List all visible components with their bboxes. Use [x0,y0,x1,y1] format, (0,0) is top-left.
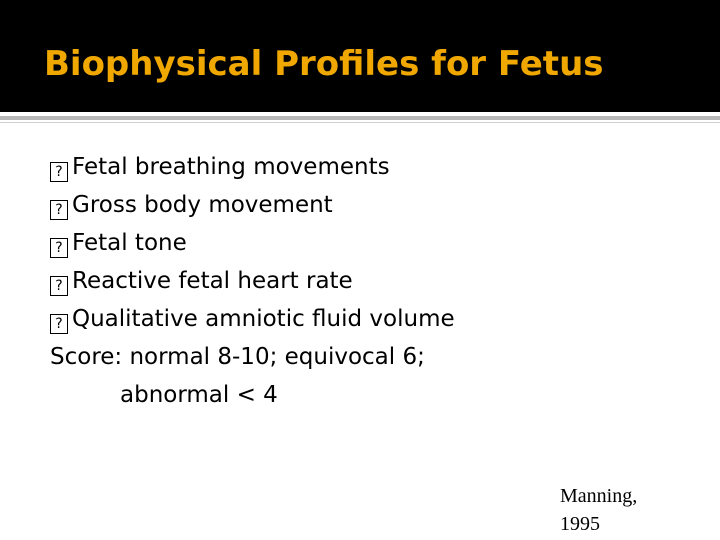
bullet-item [50,300,455,338]
title-bar [0,0,720,112]
bullet-text: Reactive fetal heart rate [72,268,353,294]
missing-glyph-box-icon: ? [50,238,68,258]
bullet-list [50,148,455,338]
bullet-text: Gross body movement [72,192,333,218]
bullet-text: Fetal tone [72,230,187,256]
bullet-text: Fetal breathing movements [72,154,390,180]
missing-glyph-box-icon: ? [50,314,68,334]
citation-author: Manning, [560,485,638,507]
bullet-text: Qualitative amniotic fluid volume [72,306,455,332]
slide-title: Biophysical Profiles for Fetus [44,44,604,84]
title-divider-thin [0,122,720,123]
score-text [50,338,425,414]
bullet-item [50,148,455,186]
bullet-item [50,224,455,262]
citation-year: 1995 [560,513,600,535]
citation [560,482,637,538]
score-line-2: abnormal < 4 [120,382,278,408]
missing-glyph-box-icon: ? [50,162,68,182]
score-line-1: Score: normal 8-10; equivocal 6; [50,344,425,370]
bullet-item [50,262,455,300]
bullet-item [50,186,455,224]
missing-glyph-box-icon: ? [50,276,68,296]
missing-glyph-box-icon: ? [50,200,68,220]
title-divider [0,116,720,120]
